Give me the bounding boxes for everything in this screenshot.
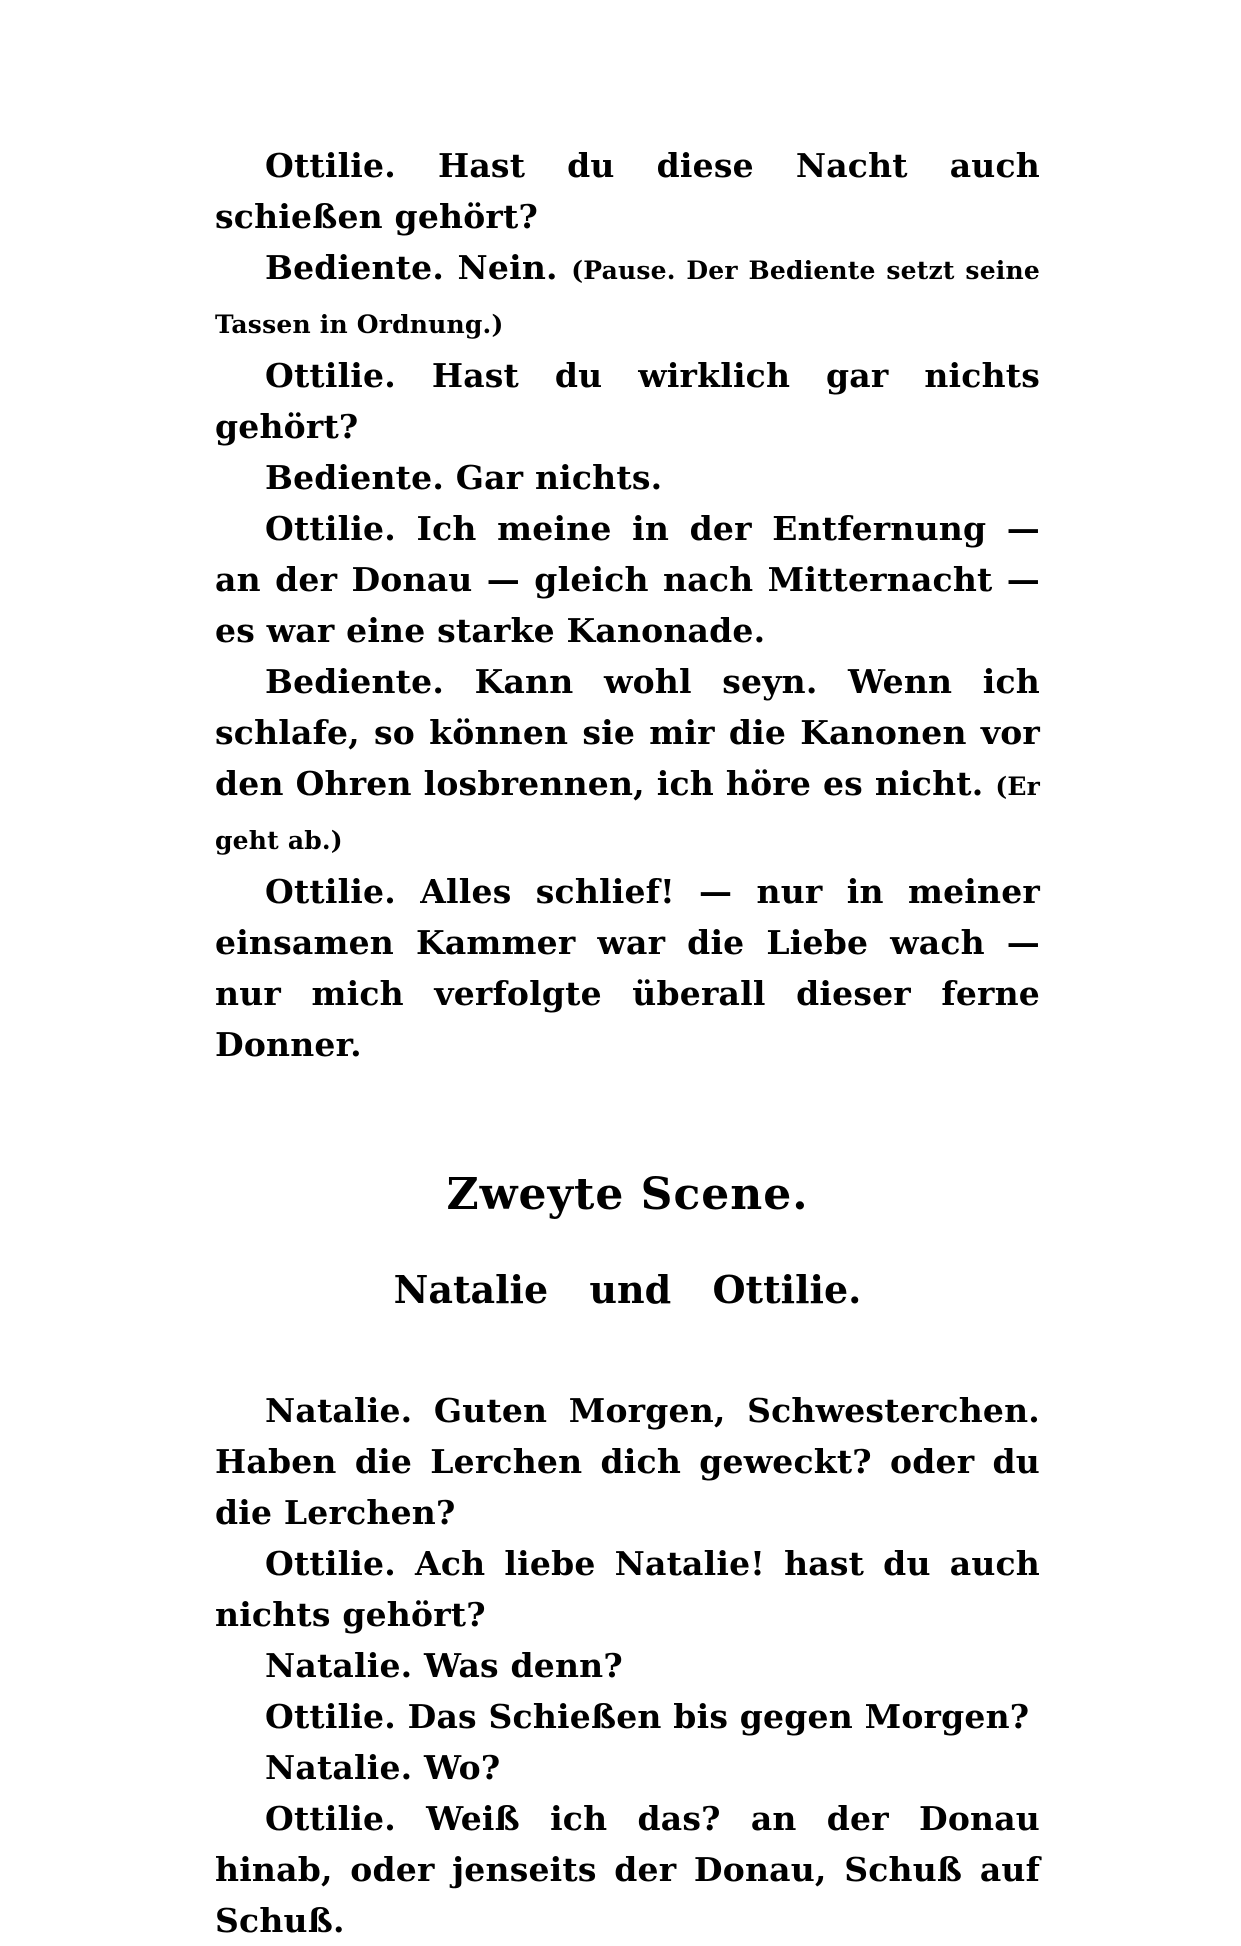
line-text: Hast du wirklich gar nichts gehört? <box>215 356 1040 446</box>
line-text: Gar nichts. <box>455 458 663 497</box>
dialogue-line <box>215 1793 1040 1946</box>
speaker-name: Ottilie. <box>265 146 396 185</box>
line-text: Kann wohl seyn. Wenn ich schlafe, so können sie mir die Kanonen vor den Ohren losbrennen, ich höre es nicht. <box>215 662 1040 803</box>
dialogue-line <box>215 350 1040 452</box>
speaker-name: Ottilie. <box>265 1544 396 1583</box>
dialogue-line <box>215 656 1040 866</box>
dialogue-line <box>215 503 1040 656</box>
speaker-name: Ottilie. <box>265 356 396 395</box>
line-text: Weiß ich das? an der Donau hinab, oder jenseits der Donau, Schuß auf Schuß. <box>215 1799 1040 1940</box>
stage-direction: (Pause. Der Bediente setzt seine Tassen in Ordnung.) <box>215 256 1040 339</box>
scene-one-dialogue <box>215 140 1040 1070</box>
speaker-name: Ottilie. <box>265 1697 396 1736</box>
line-text: Ich meine in der Entfernung — an der Donau — gleich nach Mitternacht — es war eine starke Kanonade. <box>215 509 1040 650</box>
speaker-name: Ottilie. <box>265 1799 396 1838</box>
speaker-name: Bediente. <box>265 458 445 497</box>
line-text: Guten Morgen, Schwesterchen. Haben die Lerchen dich geweckt? oder du die Lerchen? <box>215 1391 1040 1532</box>
dialogue-line <box>215 1538 1040 1640</box>
scene-characters: Natalie und Ottilie. <box>393 1267 862 1312</box>
dialogue-line <box>215 1385 1040 1538</box>
line-text: Das Schießen bis gegen Morgen? <box>407 1697 1030 1736</box>
speaker-name: Natalie. <box>265 1391 413 1430</box>
line-text: Nein. <box>457 248 558 287</box>
speaker-name: Natalie. <box>265 1646 413 1685</box>
dialogue-line <box>215 866 1040 1070</box>
book-page <box>215 140 1040 1946</box>
speaker-name: Ottilie. <box>265 509 396 548</box>
stage-direction: (Er geht ab.) <box>215 772 1040 855</box>
dialogue-line <box>215 1742 1040 1793</box>
scene-two-dialogue <box>215 1385 1040 1946</box>
scene-heading: Zweyte Scene. <box>446 1169 809 1220</box>
dialogue-line <box>215 242 1040 350</box>
dialogue-line <box>215 1691 1040 1742</box>
dialogue-line <box>215 1640 1040 1691</box>
speaker-name: Bediente. <box>265 248 445 287</box>
line-text: Was denn? <box>424 1646 623 1685</box>
line-text: Ach liebe Natalie! hast du auch nichts gehört? <box>215 1544 1040 1634</box>
line-text: Alles schlief! — nur in meiner einsamen Kammer war die Liebe wach — nur mich verfolgte überall dieser ferne Donner. <box>215 872 1040 1064</box>
speaker-name: Bediente. <box>265 662 445 701</box>
dialogue-line <box>215 452 1040 503</box>
speaker-name: Natalie. <box>265 1748 413 1787</box>
speaker-name: Ottilie. <box>265 872 396 911</box>
dialogue-line <box>215 140 1040 242</box>
line-text: Wo? <box>424 1748 501 1787</box>
line-text: Hast du diese Nacht auch schießen gehört? <box>215 146 1040 236</box>
